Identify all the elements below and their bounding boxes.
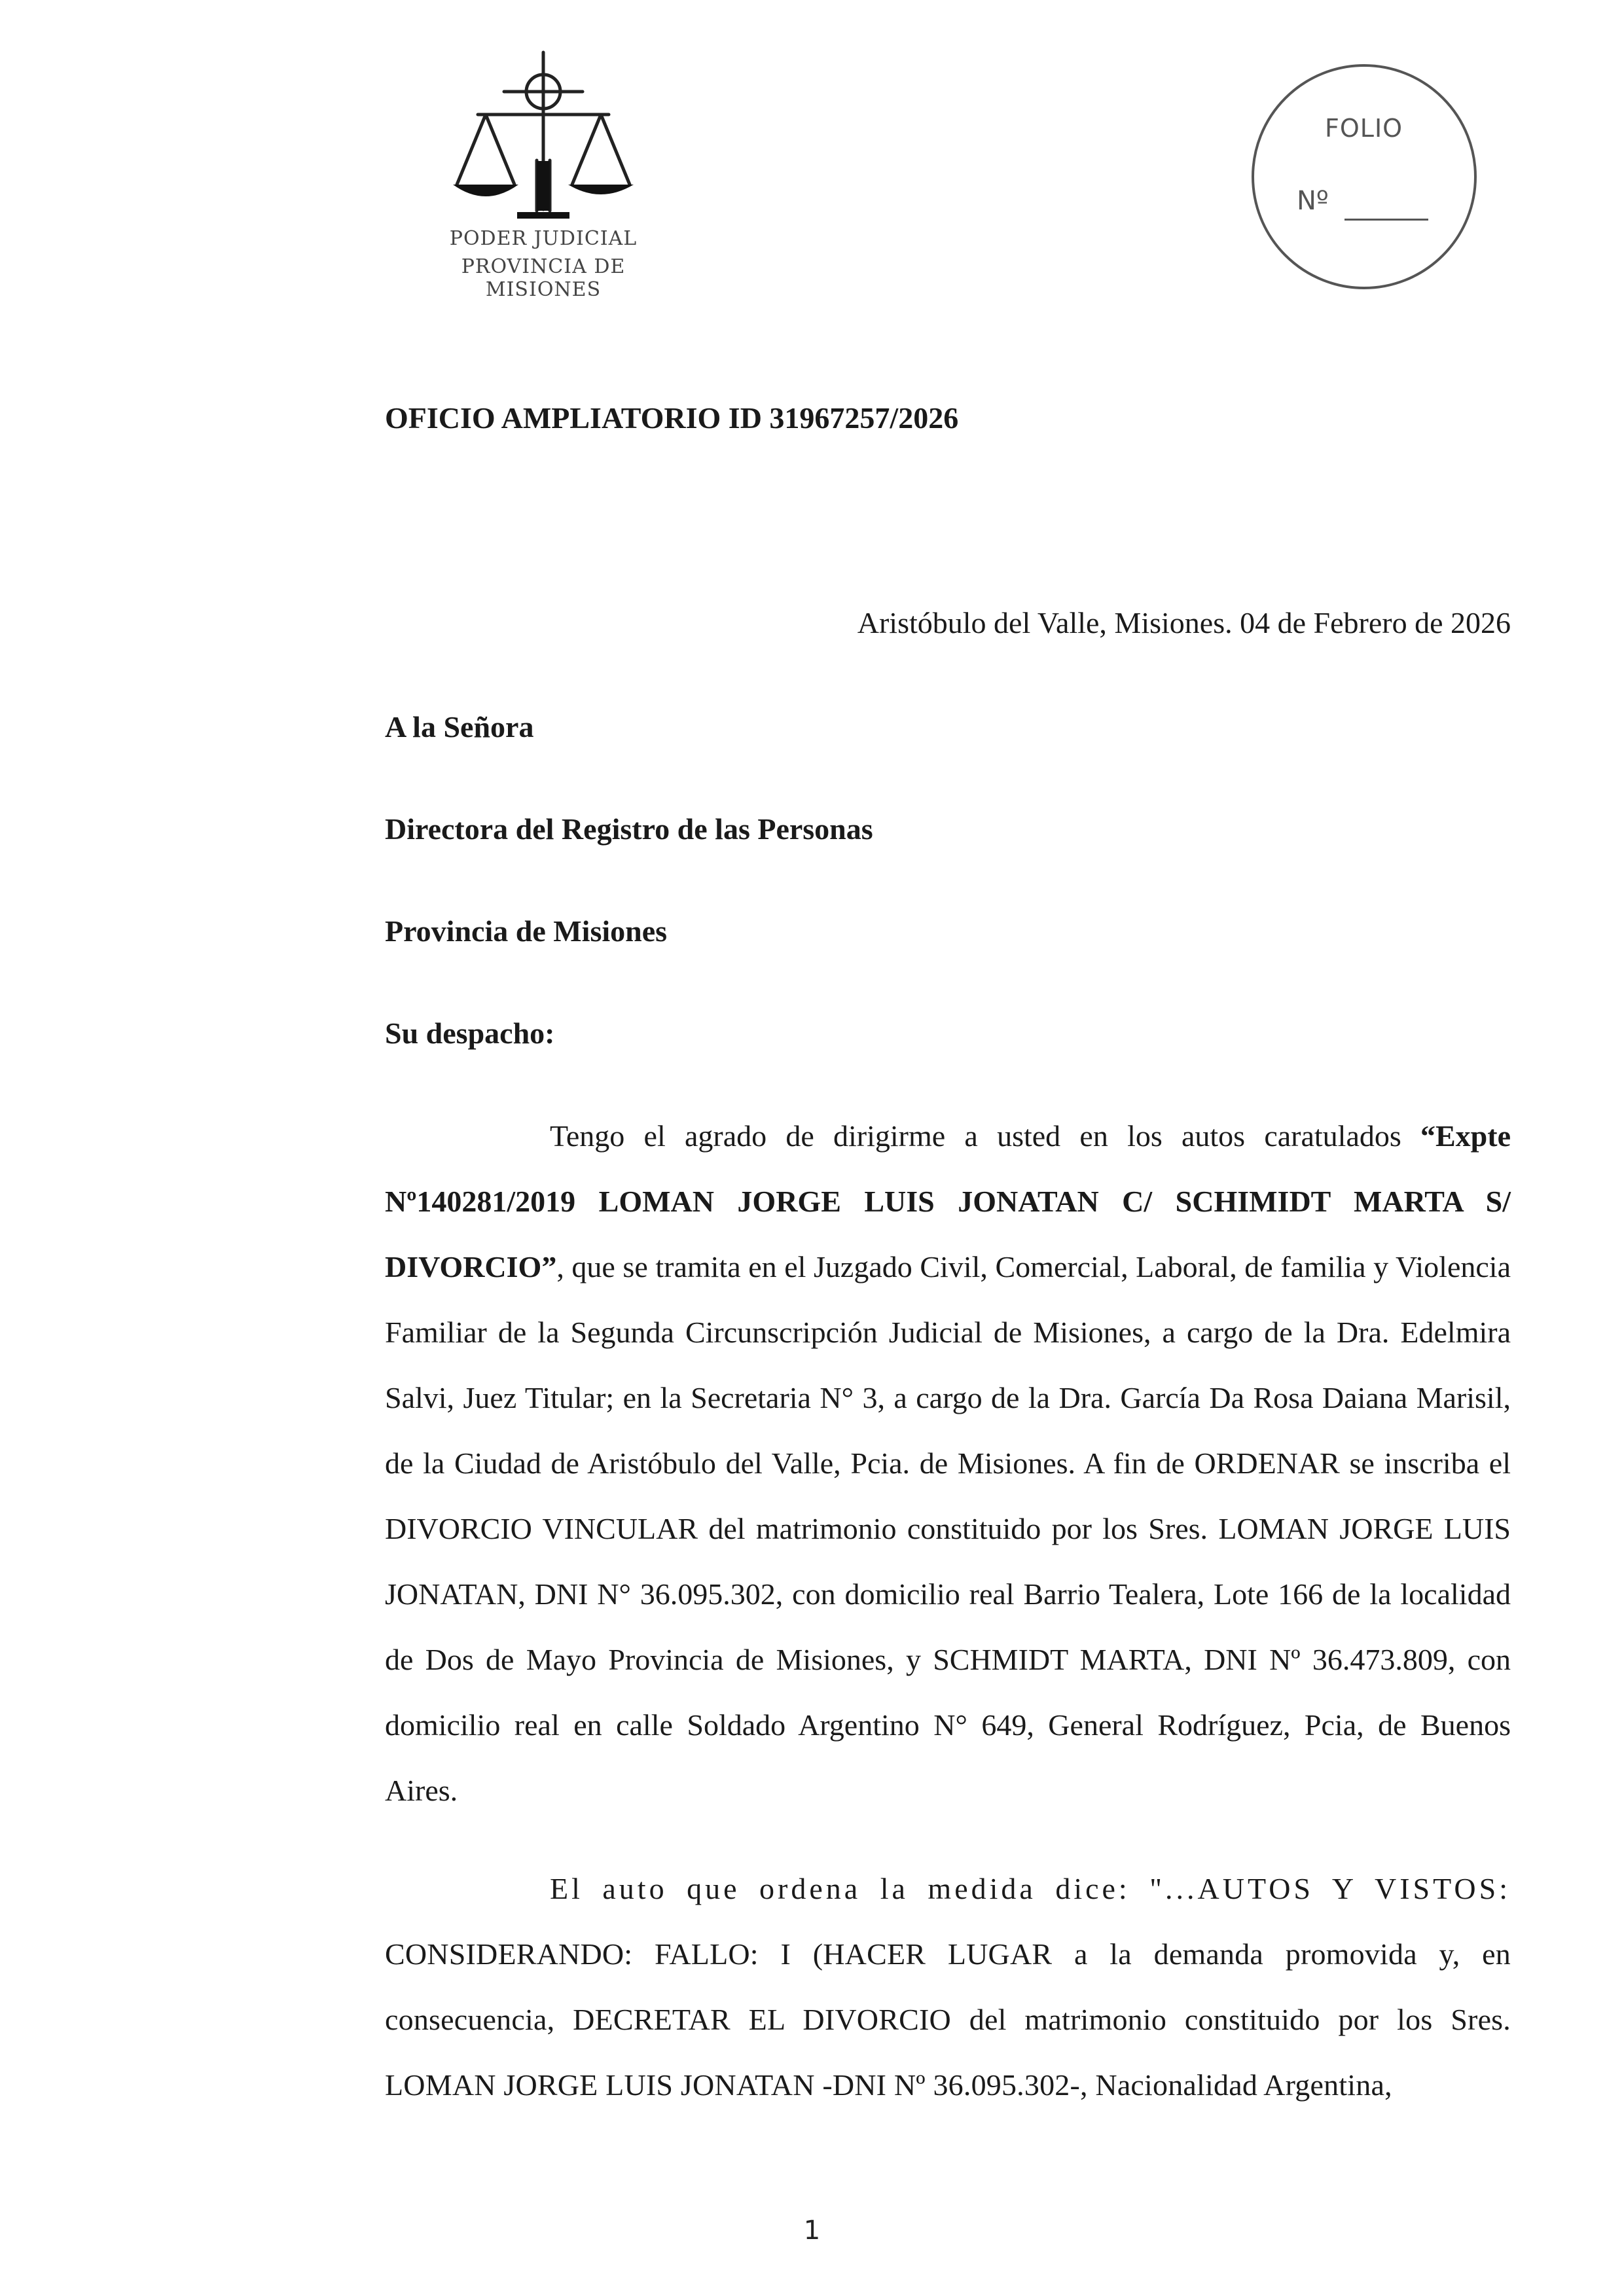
document-title: OFICIO AMPLIATORIO ID 31967257/2026 bbox=[385, 401, 959, 435]
body-paragraph-2 bbox=[385, 1856, 1511, 2118]
court-crest bbox=[406, 39, 681, 301]
paragraph-1-intro: Tengo el agrado de dirigirme a usted en los autos caratulados bbox=[550, 1119, 1420, 1153]
paragraph-2-body: CONSIDERANDO: FALLO: I (HACER LUGAR a la demanda promovida y, en consecuencia, DECRETAR EL DIVORCIO del matrimonio constituido por los Sres. LOMAN JORGE LUIS JONATAN -DNI Nº 36.095.302-, Nacionalidad Argentina, bbox=[385, 1937, 1511, 2102]
court-name-line1: PODER JUDICIAL bbox=[449, 227, 638, 250]
paragraph-2-lead: El auto que ordena la medida dice: "...AUTOS Y VISTOS: bbox=[550, 1872, 1511, 1905]
court-name-line2: PROVINCIA DE MISIONES bbox=[461, 255, 626, 301]
folio-number-blank bbox=[1344, 219, 1428, 221]
scales-of-justice-icon bbox=[439, 39, 648, 229]
recipient-closing: Su despacho: bbox=[385, 1016, 555, 1050]
folio-number-label: Nº bbox=[1297, 186, 1329, 216]
folio-stamp bbox=[1252, 64, 1477, 289]
folio-label: FOLIO bbox=[1325, 114, 1403, 143]
case-title: “Expte Nº140281/2019 LOMAN JORGE LUIS JONATAN C/ SCHIMIDT MARTA S/ DIVORCIO” bbox=[385, 1119, 1511, 1283]
recipient-province: Provincia de Misiones bbox=[385, 914, 668, 948]
recipient-office: Directora del Registro de las Personas bbox=[385, 812, 873, 846]
body-paragraph-1 bbox=[385, 1103, 1511, 1823]
recipient-salutation: A la Señora bbox=[385, 710, 534, 744]
page-number: 1 bbox=[803, 2215, 821, 2246]
place-date: Aristóbulo del Valle, Misiones. 04 de Febrero de 2026 bbox=[857, 606, 1511, 639]
paragraph-1-body: , que se tramita en el Juzgado Civil, Comercial, Laboral, de familia y Violencia Familiar de la Segunda Circunscripción Judicial de Misiones, a cargo de la Dra. Edelmira Salvi, Juez Titular; en la Secretaria N° 3, a cargo de la Dra. García Da Rosa Daiana Marisil, de la Ciudad de Aristóbulo del Valle, Pcia. de Misiones. A fin de ORDENAR se inscriba el DIVORCIO VINCULAR del matrimonio constituido por los Sres. LOMAN JORGE LUIS JONATAN, DNI N° 36.095.302, con domicilio real Barrio Tealera, Lote 166 de la localidad de Dos de Mayo Provincia de Misiones, y SCHMIDT MARTA, DNI Nº 36.473.809, con domicilio real en calle Soldado Argentino N° 649, General Rodríguez, Pcia, de Buenos Aires. bbox=[385, 1250, 1511, 1807]
